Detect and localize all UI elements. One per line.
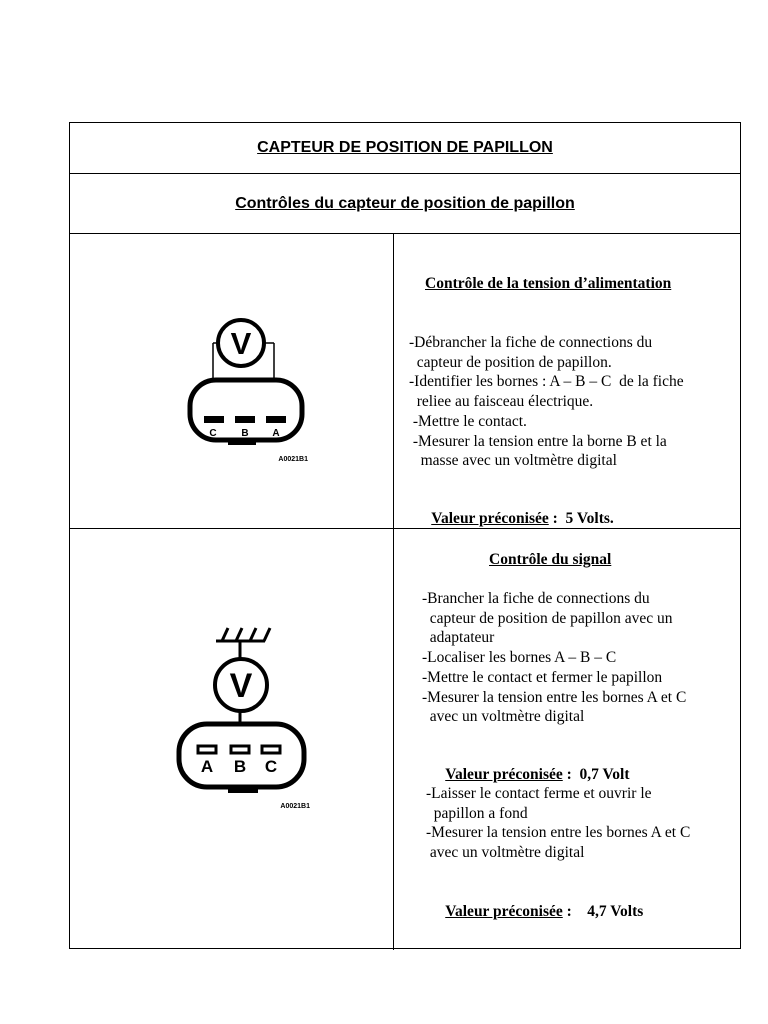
section-signal-line: capteur de position de papillon avec un	[422, 609, 673, 627]
section-signal-line: adaptateur	[422, 629, 495, 647]
page-subtitle: Contrôles du capteur de position de papillon	[70, 174, 740, 234]
section-signal-line: -Brancher la fiche de connections du	[422, 590, 650, 607]
section-signal-line: papillon a fond	[426, 804, 528, 822]
value-text: : 5 Volts.	[548, 509, 614, 527]
section-signal-line: -Mesurer la tension entre les bornes A et C	[426, 824, 691, 842]
section-supply-line: -Mettre le contact.	[409, 412, 527, 430]
connector-plug-icon	[179, 724, 304, 793]
section-signal-line: -Laisser le contact ferme et ouvrir le	[426, 785, 652, 802]
section-signal-line: -Localiser les bornes A – B – C	[422, 649, 617, 667]
value-label: Valeur préconisée	[431, 509, 549, 527]
document-table	[69, 122, 741, 949]
section-signal-line: -Mesurer la tension entre les bornes A et C	[422, 688, 687, 706]
value-text: : 0,7 Volt	[562, 765, 630, 783]
svg-text:C: C	[264, 757, 278, 776]
svg-text:B: B	[233, 757, 247, 776]
page-title: CAPTEUR DE POSITION DE PAPILLON	[70, 123, 740, 174]
section-supply-line: -Mesurer la tension entre la borne B et la	[409, 432, 667, 450]
svg-text:V: V	[229, 667, 253, 705]
svg-text:A: A	[200, 757, 214, 776]
section-signal-heading: Contrôle du signal	[489, 551, 612, 568]
row-divider	[70, 528, 740, 529]
voltmeter-icon	[218, 320, 264, 366]
connector-diagram-supply	[180, 308, 330, 473]
section-supply-line: -Débrancher la fiche de connections du	[409, 334, 653, 351]
value-text: : 4,7 Volts	[562, 902, 644, 920]
diagram-reference: A0021B1	[280, 803, 310, 810]
section-signal-line: -Mettre le contact et fermer le papillon	[422, 668, 663, 686]
value-label: Valeur préconisée	[445, 902, 563, 920]
diagram-reference: A0021B1	[278, 456, 308, 463]
section-supply-line: -Identifier les bornes : A – B – C de la fiche	[409, 373, 684, 391]
voltmeter-icon	[215, 659, 267, 711]
connector-diagram-signal	[170, 618, 320, 818]
svg-text:C: C	[209, 428, 217, 439]
svg-text:V: V	[230, 326, 252, 361]
connector-plug-icon	[190, 380, 302, 445]
section-signal-line: avec un voltmètre digital	[422, 708, 585, 726]
section-supply-line: masse avec un voltmètre digital	[409, 452, 617, 470]
section-signal-line: avec un voltmètre digital	[426, 844, 585, 862]
svg-text:B: B	[241, 428, 249, 439]
supply-recommended-value	[416, 489, 614, 548]
svg-text:A: A	[272, 428, 280, 439]
section-supply-line: reliee au faisceau électrique.	[409, 393, 594, 411]
value-label: Valeur préconisée	[445, 765, 563, 783]
section-supply-heading: Contrôle de la tension d’alimentation	[425, 275, 672, 292]
section-supply-line: capteur de position de papillon.	[409, 353, 612, 371]
signal-recommended-value-open	[430, 882, 643, 941]
column-divider	[393, 234, 394, 950]
ground-symbol-icon	[216, 628, 270, 641]
